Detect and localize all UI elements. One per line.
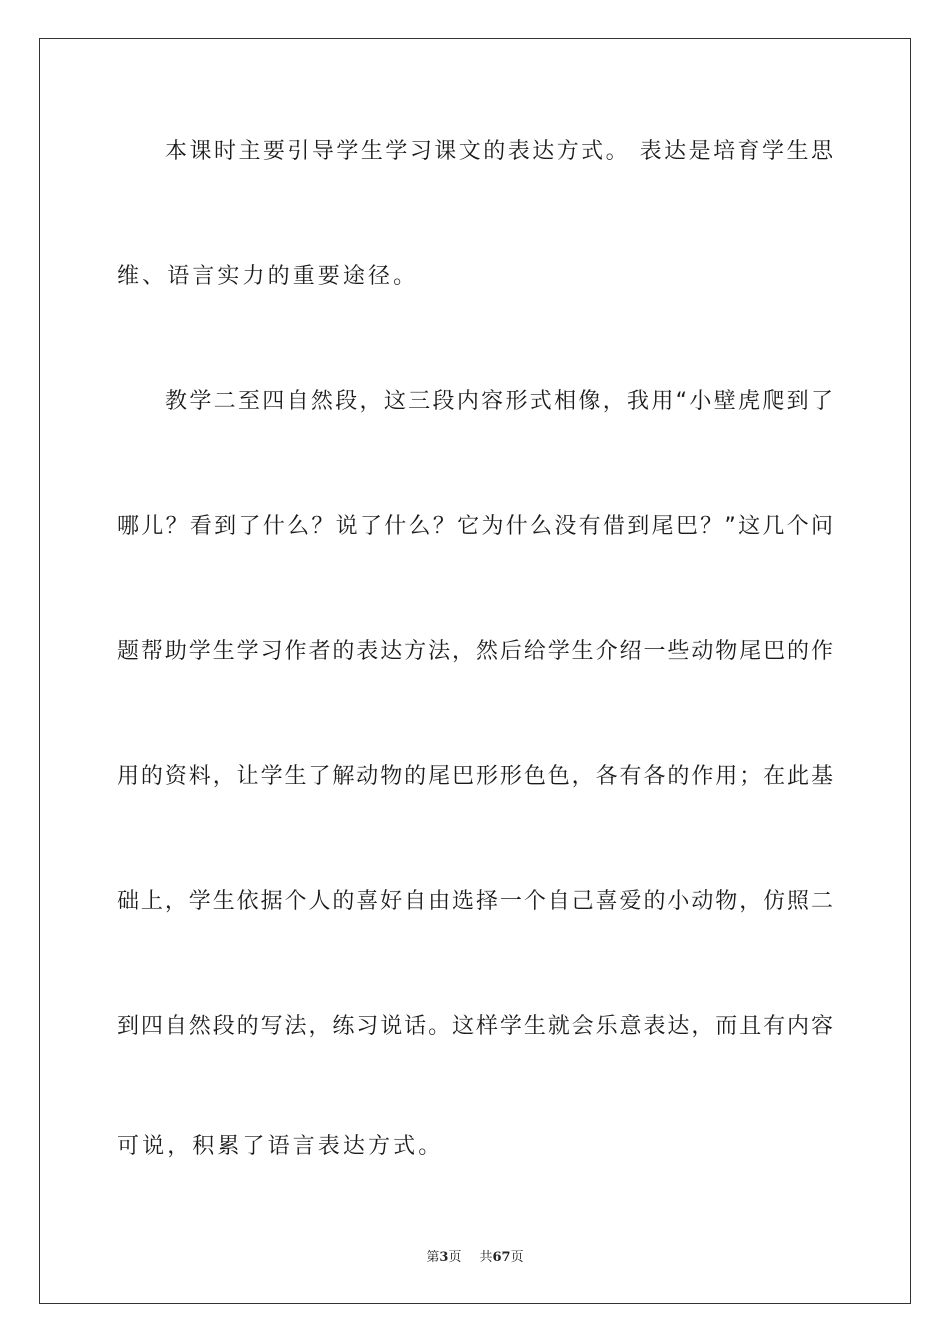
paragraph-2-line-6: 到四自然段的写法，练习说话。这样学生就会乐意表达，而且有内容 xyxy=(117,1014,833,1039)
total-prefix: 共 xyxy=(479,1250,493,1265)
paragraph-1-line-2: 维、语言实力的重要途径。 xyxy=(117,264,419,289)
page-prefix: 第 xyxy=(426,1250,440,1265)
paragraph-1-line-1: 本课时主要引导学生学习课文的表达方式。 表达是培育学生思 xyxy=(165,139,833,164)
page-footer xyxy=(0,1246,950,1265)
paragraph-2-line-2: 哪儿？看到了什么？说了什么？它为什么没有借到尾巴？”这几个问 xyxy=(117,514,833,539)
page-border xyxy=(39,38,911,1304)
total-suffix: 页 xyxy=(510,1250,524,1265)
paragraph-2-line-1: 教学二至四自然段，这三段内容形式相像，我用“小壁虎爬到了 xyxy=(165,389,833,414)
paragraph-2-line-4: 用的资料，让学生了解动物的尾巴形形色色，各有各的作用；在此基 xyxy=(117,764,833,789)
paragraph-2-line-3: 题帮助学生学习作者的表达方法，然后给学生介绍一些动物尾巴的作 xyxy=(117,639,833,664)
page-number: 3 xyxy=(439,1250,449,1265)
total-pages: 67 xyxy=(492,1250,511,1265)
page-suffix: 页 xyxy=(448,1250,462,1265)
paragraph-2-line-5: 础上，学生依据个人的喜好自由选择一个自己喜爱的小动物，仿照二 xyxy=(117,889,833,914)
paragraph-2-line-7: 可说，积累了语言表达方式。 xyxy=(117,1134,444,1159)
